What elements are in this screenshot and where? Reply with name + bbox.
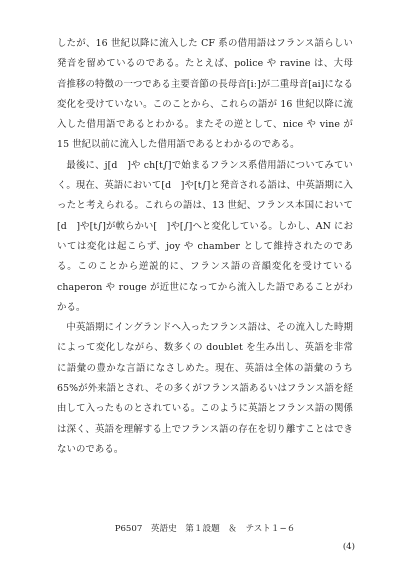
paragraph-3: 中英語期にイングランドへ入ったフランス語は、その流入した時期によって変化しながら、数多くの doublet を生み出し、英語を非常に語彙の豊かな言語になさしめた。現在、英語は全体の語彙のうち 65%が外来語とされ、その多くがフランス語あるいはフランス語を経由して入ったものとされている。このように英語とフランス語の関係は深く、英語を理解する上でフランス語の存在を切り離すことはできないのである。: [57, 322, 353, 455]
page-footer: P6507 英語史 第１設題 ＆ テスト１−６: [114, 524, 296, 534]
paragraph-1: したが、16 世紀以降に流入した CF 系の借用語はフランス語らしい発音を留めているのである。たとえば、police や ravine は、大母音推移の特徴の一つである主要音節の長母音[iː]が二重母音[ai]になる変化を受けていない。このことから、これらの語が 16 世紀以降に流入した借用語であるとわかる。またその逆として、nice や vine が 15 世紀以前に流入した借用語であるとわかるのである。: [57, 38, 353, 151]
paragraph-2: 最後に、j[d ]や ch[t∫]で始まるフランス系借用語についてみていく。現在、英語において[d ]や[t∫]と発音される語は、中英語期に入ったと考えられる。これらの語は、13 世紀、フランス本国において[d ]や[t∫]が軟らかい[ ]や[∫]へと変化している。しかし、AN においては変化は起こらず、joy や chamber として維持されたのである。このことから逆説的に、フランス語の音韻変化を受けている chaperon や rouge が近世になってから流入した語であることがわかる。: [57, 159, 353, 313]
body-text: [57, 34, 353, 460]
page-number: (4): [342, 542, 355, 552]
